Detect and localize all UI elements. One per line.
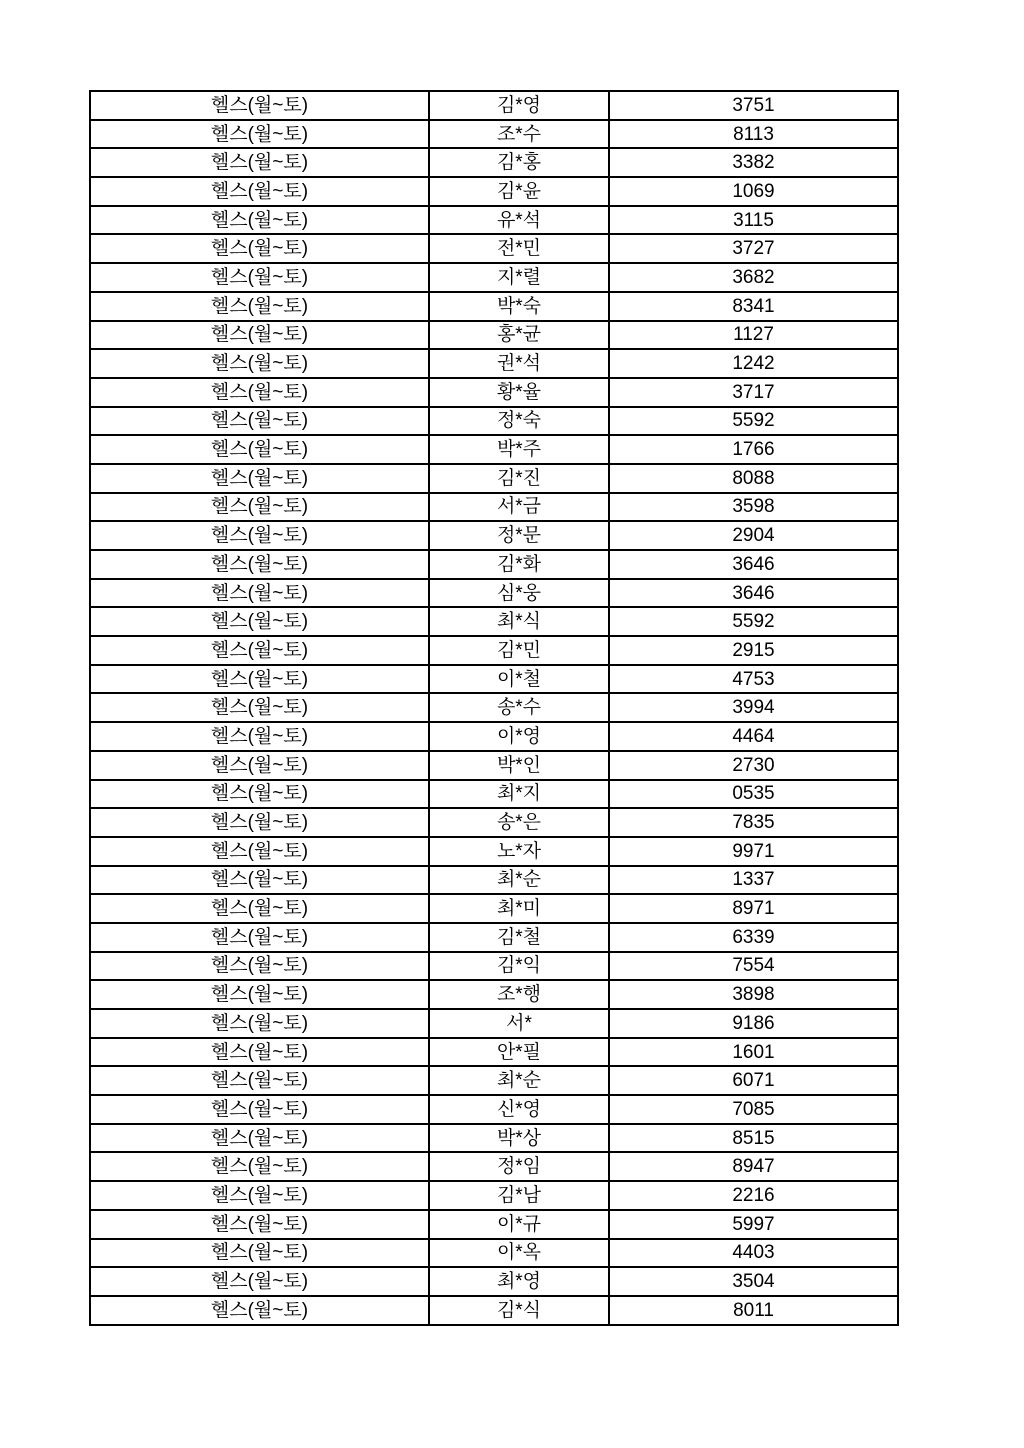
cell-name: 박*주 — [429, 435, 609, 464]
cell-program: 헬스(월~토) — [90, 120, 429, 149]
cell-number: 0535 — [609, 780, 898, 809]
cell-number: 4753 — [609, 665, 898, 694]
cell-number: 8011 — [609, 1296, 898, 1325]
table-row — [90, 980, 898, 1009]
cell-program: 헬스(월~토) — [90, 1066, 429, 1095]
cell-number: 3717 — [609, 378, 898, 407]
cell-program: 헬스(월~토) — [90, 1239, 429, 1268]
cell-number: 1242 — [609, 349, 898, 378]
table-row — [90, 464, 898, 493]
cell-name: 노*자 — [429, 837, 609, 866]
cell-number: 2216 — [609, 1181, 898, 1210]
cell-number: 2730 — [609, 751, 898, 780]
table-row — [90, 923, 898, 952]
cell-program: 헬스(월~토) — [90, 837, 429, 866]
cell-program: 헬스(월~토) — [90, 91, 429, 120]
cell-number: 4464 — [609, 722, 898, 751]
table-row — [90, 636, 898, 665]
cell-program: 헬스(월~토) — [90, 349, 429, 378]
cell-program: 헬스(월~토) — [90, 521, 429, 550]
table-row — [90, 693, 898, 722]
cell-program: 헬스(월~토) — [90, 1296, 429, 1325]
cell-name: 이*규 — [429, 1210, 609, 1239]
cell-name: 김*민 — [429, 636, 609, 665]
table-row — [90, 234, 898, 263]
cell-name: 최*지 — [429, 780, 609, 809]
cell-number: 2915 — [609, 636, 898, 665]
cell-name: 최*미 — [429, 894, 609, 923]
cell-name: 김*화 — [429, 550, 609, 579]
cell-program: 헬스(월~토) — [90, 636, 429, 665]
table-row — [90, 550, 898, 579]
cell-program: 헬스(월~토) — [90, 1009, 429, 1038]
cell-program: 헬스(월~토) — [90, 693, 429, 722]
cell-name: 박*상 — [429, 1124, 609, 1153]
table-row — [90, 1095, 898, 1124]
cell-number: 3646 — [609, 550, 898, 579]
cell-number: 4403 — [609, 1239, 898, 1268]
table-row — [90, 177, 898, 206]
member-table — [89, 90, 899, 1326]
cell-number: 1766 — [609, 435, 898, 464]
cell-name: 유*석 — [429, 206, 609, 235]
cell-name: 안*필 — [429, 1038, 609, 1067]
cell-name: 김*익 — [429, 952, 609, 981]
cell-number: 7554 — [609, 952, 898, 981]
table-row — [90, 1038, 898, 1067]
cell-name: 박*인 — [429, 751, 609, 780]
cell-name: 최*순 — [429, 1066, 609, 1095]
cell-number: 5592 — [609, 607, 898, 636]
cell-program: 헬스(월~토) — [90, 1124, 429, 1153]
cell-number: 8947 — [609, 1152, 898, 1181]
table-row — [90, 1152, 898, 1181]
cell-program: 헬스(월~토) — [90, 751, 429, 780]
table-row — [90, 148, 898, 177]
cell-program: 헬스(월~토) — [90, 579, 429, 608]
table-row — [90, 321, 898, 350]
member-table-body — [90, 91, 898, 1325]
cell-program: 헬스(월~토) — [90, 1210, 429, 1239]
cell-program: 헬스(월~토) — [90, 292, 429, 321]
table-row — [90, 808, 898, 837]
table-row — [90, 866, 898, 895]
cell-program: 헬스(월~토) — [90, 206, 429, 235]
cell-program: 헬스(월~토) — [90, 923, 429, 952]
table-row — [90, 952, 898, 981]
cell-name: 송*은 — [429, 808, 609, 837]
table-row — [90, 751, 898, 780]
cell-name: 지*렬 — [429, 263, 609, 292]
cell-number: 1069 — [609, 177, 898, 206]
cell-name: 최*영 — [429, 1267, 609, 1296]
cell-program: 헬스(월~토) — [90, 952, 429, 981]
cell-program: 헬스(월~토) — [90, 493, 429, 522]
cell-program: 헬스(월~토) — [90, 1152, 429, 1181]
cell-name: 황*율 — [429, 378, 609, 407]
cell-name: 이*옥 — [429, 1239, 609, 1268]
cell-number: 3382 — [609, 148, 898, 177]
cell-name: 정*문 — [429, 521, 609, 550]
cell-number: 3598 — [609, 493, 898, 522]
cell-name: 이*영 — [429, 722, 609, 751]
cell-program: 헬스(월~토) — [90, 234, 429, 263]
cell-number: 6339 — [609, 923, 898, 952]
cell-program: 헬스(월~토) — [90, 321, 429, 350]
table-row — [90, 120, 898, 149]
table-row — [90, 722, 898, 751]
table-row — [90, 780, 898, 809]
table-row — [90, 91, 898, 120]
table-row — [90, 378, 898, 407]
cell-name: 김*남 — [429, 1181, 609, 1210]
cell-number: 3115 — [609, 206, 898, 235]
cell-name: 심*웅 — [429, 579, 609, 608]
cell-number: 8113 — [609, 120, 898, 149]
cell-name: 정*숙 — [429, 407, 609, 436]
cell-name: 서*금 — [429, 493, 609, 522]
cell-name: 김*식 — [429, 1296, 609, 1325]
cell-program: 헬스(월~토) — [90, 1038, 429, 1067]
cell-number: 3994 — [609, 693, 898, 722]
cell-name: 김*윤 — [429, 177, 609, 206]
table-row — [90, 435, 898, 464]
cell-number: 1127 — [609, 321, 898, 350]
cell-name: 정*임 — [429, 1152, 609, 1181]
cell-name: 송*수 — [429, 693, 609, 722]
cell-name: 이*철 — [429, 665, 609, 694]
table-row — [90, 1296, 898, 1325]
cell-name: 조*수 — [429, 120, 609, 149]
table-row — [90, 1066, 898, 1095]
cell-number: 3504 — [609, 1267, 898, 1296]
cell-number: 6071 — [609, 1066, 898, 1095]
cell-name: 김*홍 — [429, 148, 609, 177]
cell-name: 김*철 — [429, 923, 609, 952]
cell-program: 헬스(월~토) — [90, 148, 429, 177]
table-row — [90, 1239, 898, 1268]
table-row — [90, 1267, 898, 1296]
cell-program: 헬스(월~토) — [90, 407, 429, 436]
table-row — [90, 493, 898, 522]
table-row — [90, 349, 898, 378]
table-row — [90, 665, 898, 694]
table-row — [90, 206, 898, 235]
cell-program: 헬스(월~토) — [90, 378, 429, 407]
cell-program: 헬스(월~토) — [90, 435, 429, 464]
table-row — [90, 1181, 898, 1210]
cell-program: 헬스(월~토) — [90, 722, 429, 751]
cell-program: 헬스(월~토) — [90, 177, 429, 206]
table-row — [90, 894, 898, 923]
cell-program: 헬스(월~토) — [90, 607, 429, 636]
cell-number: 3682 — [609, 263, 898, 292]
cell-number: 9186 — [609, 1009, 898, 1038]
cell-program: 헬스(월~토) — [90, 780, 429, 809]
table-row — [90, 837, 898, 866]
cell-program: 헬스(월~토) — [90, 808, 429, 837]
cell-program: 헬스(월~토) — [90, 1181, 429, 1210]
cell-program: 헬스(월~토) — [90, 665, 429, 694]
cell-name: 권*석 — [429, 349, 609, 378]
cell-number: 1601 — [609, 1038, 898, 1067]
cell-name: 박*숙 — [429, 292, 609, 321]
cell-number: 2904 — [609, 521, 898, 550]
table-row — [90, 1009, 898, 1038]
cell-number: 8341 — [609, 292, 898, 321]
cell-number: 3646 — [609, 579, 898, 608]
table-row — [90, 407, 898, 436]
cell-number: 5592 — [609, 407, 898, 436]
cell-name: 서* — [429, 1009, 609, 1038]
cell-number: 3898 — [609, 980, 898, 1009]
table-row — [90, 579, 898, 608]
cell-name: 신*영 — [429, 1095, 609, 1124]
cell-name: 조*행 — [429, 980, 609, 1009]
cell-program: 헬스(월~토) — [90, 550, 429, 579]
cell-program: 헬스(월~토) — [90, 1267, 429, 1296]
cell-number: 5997 — [609, 1210, 898, 1239]
cell-program: 헬스(월~토) — [90, 894, 429, 923]
table-row — [90, 607, 898, 636]
cell-number: 7085 — [609, 1095, 898, 1124]
cell-name: 전*민 — [429, 234, 609, 263]
cell-program: 헬스(월~토) — [90, 1095, 429, 1124]
cell-number: 8088 — [609, 464, 898, 493]
table-row — [90, 292, 898, 321]
cell-name: 김*영 — [429, 91, 609, 120]
cell-number: 3751 — [609, 91, 898, 120]
table-row — [90, 521, 898, 550]
cell-number: 3727 — [609, 234, 898, 263]
cell-name: 최*식 — [429, 607, 609, 636]
table-row — [90, 263, 898, 292]
cell-number: 7835 — [609, 808, 898, 837]
cell-number: 8515 — [609, 1124, 898, 1153]
cell-name: 최*순 — [429, 866, 609, 895]
cell-program: 헬스(월~토) — [90, 464, 429, 493]
cell-number: 8971 — [609, 894, 898, 923]
cell-program: 헬스(월~토) — [90, 866, 429, 895]
cell-number: 1337 — [609, 866, 898, 895]
cell-name: 김*진 — [429, 464, 609, 493]
cell-number: 9971 — [609, 837, 898, 866]
cell-program: 헬스(월~토) — [90, 980, 429, 1009]
table-row — [90, 1210, 898, 1239]
cell-name: 홍*균 — [429, 321, 609, 350]
table-row — [90, 1124, 898, 1153]
cell-program: 헬스(월~토) — [90, 263, 429, 292]
